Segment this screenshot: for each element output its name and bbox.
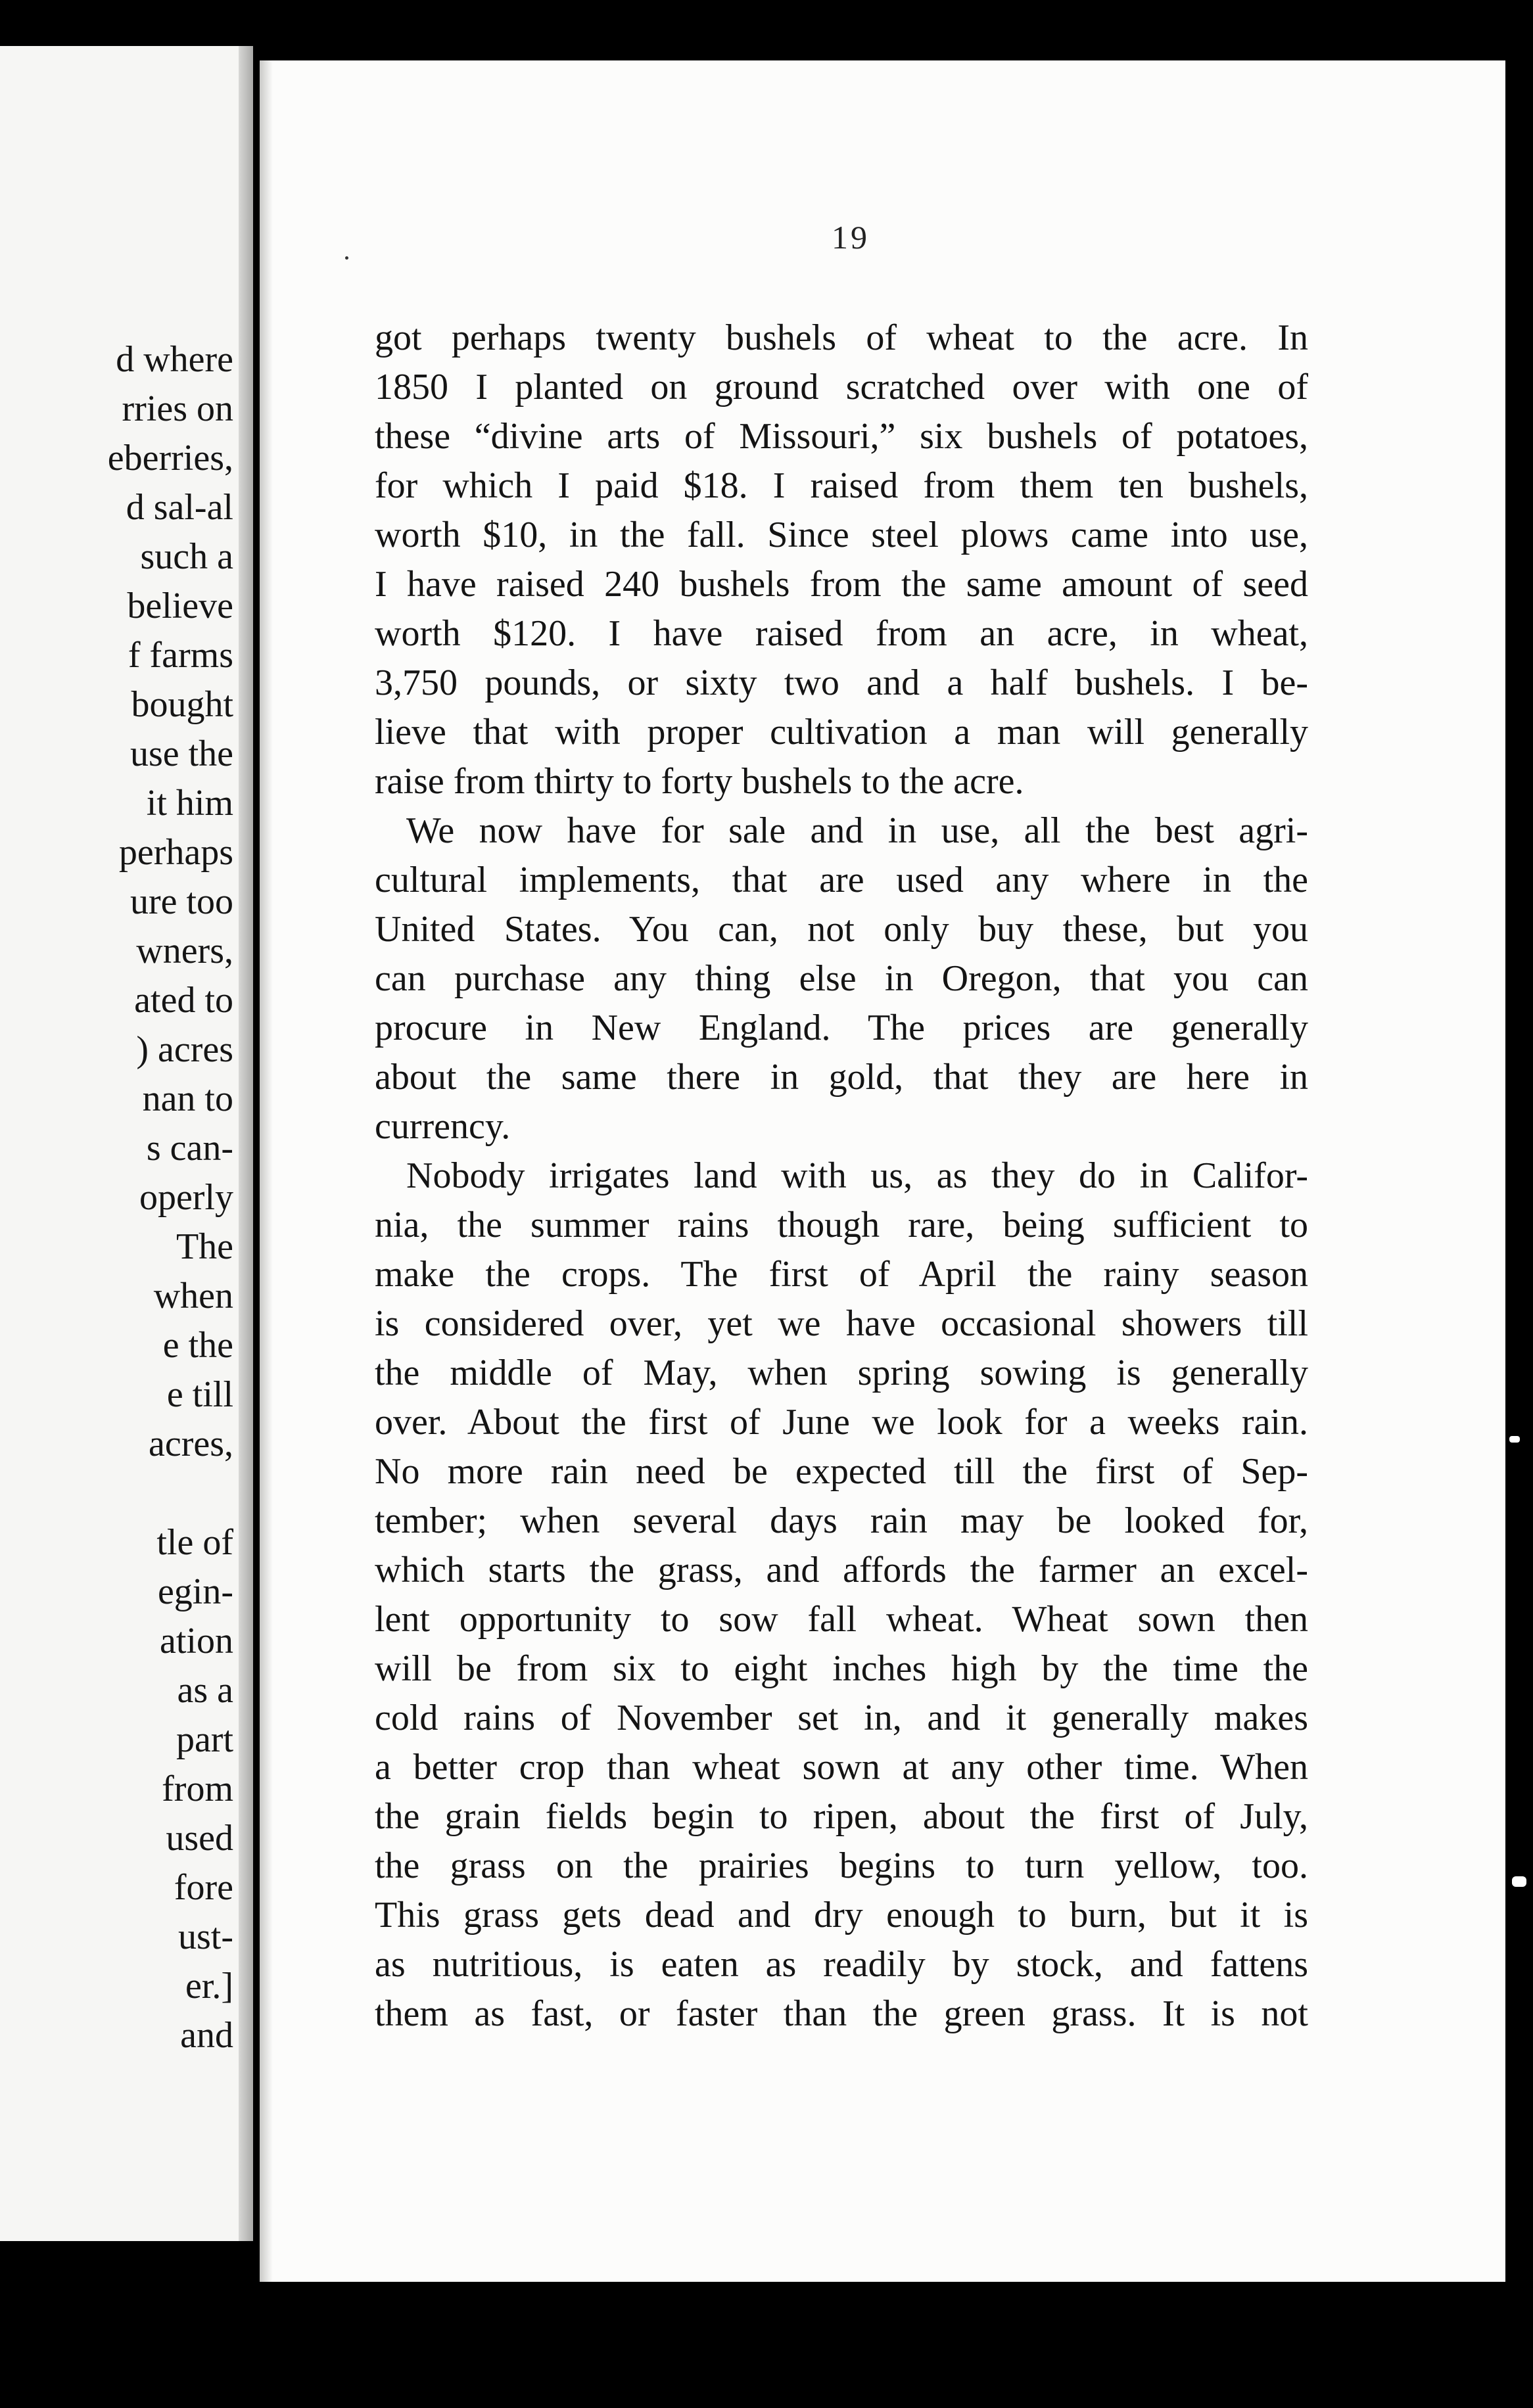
text-line: which starts the grass, and affords the farmer an excel-	[375, 1550, 1308, 1590]
left-fragment: from	[162, 1769, 233, 1809]
left-fragment: it him	[146, 783, 233, 823]
text-line: cold rains of November set in, and it generally makes	[375, 1698, 1308, 1738]
left-fragment: as a	[177, 1670, 233, 1711]
left-fragment: rries on	[122, 388, 233, 429]
left-fragment: perhaps	[118, 832, 233, 873]
page-body-text	[375, 313, 1308, 2039]
text-line: is considered over, yet we have occasional showers till	[375, 1303, 1308, 1344]
text-line: 1850 I planted on ground scratched over with one of	[375, 367, 1308, 407]
left-fragment: used	[166, 1818, 233, 1859]
text-line: over. About the first of June we look for a weeks rain.	[375, 1402, 1308, 1443]
left-fragment: ust-	[178, 1916, 233, 1957]
left-fragment: e the	[162, 1325, 233, 1366]
text-line: for which I paid $18. I raised from them ten bushels,	[375, 465, 1308, 506]
left-fragment: believe	[127, 586, 233, 626]
left-fragment: er.]	[185, 1966, 233, 2006]
left-fragment: use the	[130, 733, 233, 774]
text-line: worth $10, in the fall. Since steel plows came into use,	[375, 515, 1308, 555]
left-fragment: The	[176, 1226, 233, 1267]
text-line: can purchase any thing else in Oregon, that you can	[375, 958, 1308, 999]
left-fragment: tle of	[156, 1522, 233, 1563]
left-fragment: ure too	[130, 881, 233, 922]
text-line: a better crop than wheat sown at any other time. When	[375, 1747, 1308, 1788]
text-line: will be from six to eight inches high by the time the	[375, 1648, 1308, 1689]
ink-speck	[345, 256, 348, 260]
left-fragment: ation	[160, 1621, 233, 1661]
left-fragment: such a	[140, 536, 233, 577]
left-fragment: and	[180, 2015, 233, 2056]
left-fragment: ) acres	[136, 1029, 233, 1070]
text-line: raise from thirty to forty bushels to the acre.	[375, 761, 1024, 802]
left-fragment: f farms	[128, 635, 233, 676]
text-line: the grain fields begin to ripen, about the first of July,	[375, 1796, 1308, 1837]
text-line: This grass gets dead and dry enough to burn, but it is	[375, 1895, 1308, 1935]
left-fragment: part	[176, 1719, 233, 1760]
text-line: tember; when several days rain may be looked for,	[375, 1500, 1308, 1541]
text-line: them as fast, or faster than the green grass. It is not	[375, 1993, 1308, 2034]
previous-page-text	[0, 335, 233, 2060]
left-fragment	[0, 1469, 233, 1518]
text-line: these “divine arts of Missouri,” six bushels of potatoes,	[375, 416, 1308, 457]
text-line: 3,750 pounds, or sixty two and a half bushels. I be-	[375, 662, 1308, 703]
page-gutter	[239, 46, 253, 2241]
left-fragment: ated to	[134, 980, 233, 1021]
left-fragment: eberries,	[107, 438, 233, 478]
text-line: We now have for sale and in use, all the best agri-	[406, 810, 1308, 851]
text-line: worth $120. I have raised from an acre, in wheat,	[375, 613, 1308, 654]
left-fragment: d where	[116, 339, 233, 380]
page-number: 19	[832, 219, 870, 256]
left-fragment: wners,	[136, 931, 233, 971]
left-fragment: when	[153, 1276, 233, 1316]
text-line: currency.	[375, 1106, 511, 1147]
text-line: cultural implements, that are used any where in the	[375, 860, 1308, 900]
text-line: lent opportunity to sow fall wheat. Wheat sown then	[375, 1599, 1308, 1640]
text-line: procure in New England. The prices are generally	[375, 1007, 1308, 1048]
text-line: Nobody irrigates land with us, as they do in Califor-	[406, 1155, 1308, 1196]
left-fragment: bought	[131, 684, 233, 725]
text-line: as nutritious, is eaten as readily by stock, and fattens	[375, 1944, 1308, 1985]
left-fragment: d sal-al	[126, 487, 233, 528]
left-fragment: fore	[174, 1867, 233, 1908]
left-fragment: s can-	[146, 1128, 233, 1169]
text-line: lieve that with proper cultivation a man will generally	[375, 712, 1308, 752]
left-fragment: egin-	[157, 1571, 233, 1612]
text-line: United States. You can, not only buy these, but you	[375, 909, 1308, 950]
text-line: nia, the summer rains though rare, being sufficient to	[375, 1205, 1308, 1245]
previous-page	[0, 46, 253, 2241]
page-gutter-shadow	[260, 60, 273, 2282]
left-fragment: e till	[166, 1374, 233, 1415]
text-line: got perhaps twenty bushels of wheat to the acre. In	[375, 317, 1308, 358]
left-fragment: nan to	[142, 1078, 233, 1119]
current-page	[260, 60, 1505, 2282]
scan-artifact	[1512, 1876, 1526, 1887]
text-line: the grass on the prairies begins to turn yellow, too.	[375, 1845, 1308, 1886]
text-line: make the crops. The first of April the rainy season	[375, 1254, 1308, 1295]
left-fragment: operly	[139, 1177, 233, 1218]
scan-artifact	[1509, 1436, 1520, 1443]
left-fragment: acres,	[148, 1424, 233, 1464]
text-line: I have raised 240 bushels from the same amount of seed	[375, 564, 1308, 605]
text-line: the middle of May, when spring sowing is generally	[375, 1353, 1308, 1393]
text-line: about the same there in gold, that they are here in	[375, 1057, 1308, 1098]
text-line: No more rain need be expected till the first of Sep-	[375, 1451, 1308, 1492]
